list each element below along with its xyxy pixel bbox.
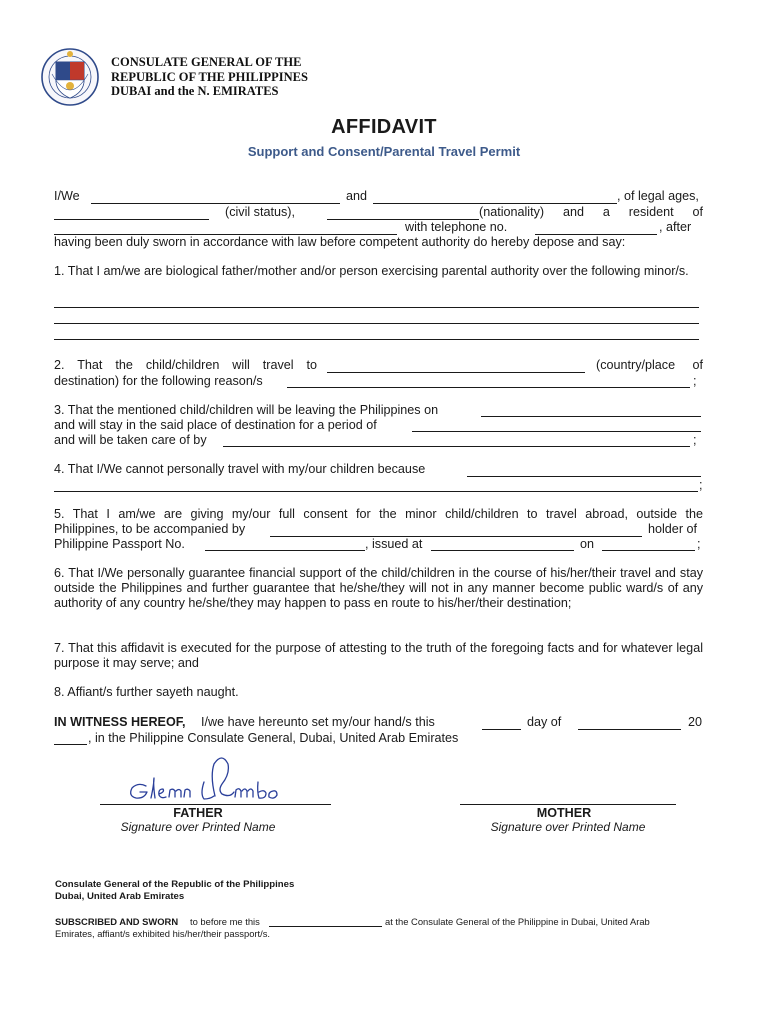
leaving-date-blank[interactable] xyxy=(481,416,701,417)
consulate-name-line3: DUBAI and the N. EMIRATES xyxy=(111,84,279,98)
reason-blank[interactable] xyxy=(287,387,690,388)
p5-on-label: on xyxy=(580,537,595,551)
legal-ages-label: , of legal ages, xyxy=(617,189,699,203)
footer-sworn-bold: SUBSCRIBED AND SWORN xyxy=(55,916,179,927)
witness-set-hand: I/we have hereunto set my/our hand/s this xyxy=(201,715,435,729)
passport-no-blank[interactable] xyxy=(205,550,365,551)
paragraph-6: 6. That I/We personally guarantee financial support of the child/children in the course of his/her/their travel and stay outside the Philippines and further guarantee that he/she/they will not in any manner become public ward/s of any authority of any country he/she/they may happen to pass en route to his/her/their destination; xyxy=(54,566,703,610)
iwe-label: I/We xyxy=(54,189,80,203)
document-subtitle: Support and Consent/Parental Travel Permit xyxy=(247,144,521,159)
father-handwritten-signature xyxy=(118,752,308,812)
paragraph-1: 1. That I am/we are biological father/mother and/or person exercising parental authority over the following minor/s. xyxy=(54,264,689,278)
telephone-label: with telephone no. xyxy=(405,220,508,234)
sworn-statement: having been duly sworn in accordance with law before competent authority do hereby depose and say: xyxy=(54,235,626,249)
father-label: FATHER xyxy=(173,806,223,820)
mother-label: MOTHER xyxy=(536,806,592,820)
p5-issued-label: , issued at xyxy=(365,537,423,551)
mother-signature-line[interactable] xyxy=(460,804,676,805)
nationality-label: (nationality) and a resident of xyxy=(479,205,703,219)
p4-reason-label: 4. That I/We cannot personally travel with my/our children because xyxy=(54,462,426,476)
witness-location: , in the Philippine Consulate General, Dubai, United Arab Emirates xyxy=(88,731,459,745)
period-blank[interactable] xyxy=(412,431,701,432)
minor-blank-1[interactable] xyxy=(54,307,699,308)
issued-on-blank[interactable] xyxy=(602,550,695,551)
civil-status-label: (civil status), xyxy=(225,205,295,219)
witness-year-blank[interactable] xyxy=(54,744,87,745)
destination-blank[interactable] xyxy=(327,372,585,373)
p5-passport-label: Philippine Passport No. xyxy=(54,537,185,551)
p2-travel-label: 2. That the child/children will travel to xyxy=(54,358,317,372)
footer-sworn-text-c: Emirates, affiant/s exhibited his/her/their passport/s. xyxy=(55,928,271,939)
p3-period-label: and will stay in the said place of destination for a period of xyxy=(54,418,377,432)
after-label: , after xyxy=(659,220,692,234)
document-title: AFFIDAVIT xyxy=(331,116,437,138)
p3-caretaker-label: and will be taken care of by xyxy=(54,433,207,447)
name2-blank[interactable] xyxy=(373,203,617,204)
p4-semicolon: ; xyxy=(699,478,703,492)
paragraph-7: 7. That this affidavit is executed for the purpose of attesting to the truth of the foregoing facts and for whatever legal purpose it may serve; and xyxy=(54,641,703,670)
minor-blank-2[interactable] xyxy=(54,323,699,324)
p2-country-label: (country/place of xyxy=(596,358,703,372)
father-signature-line[interactable] xyxy=(100,804,331,805)
name1-blank[interactable] xyxy=(91,203,340,204)
witness-day-blank[interactable] xyxy=(482,729,521,730)
reason-travel-blank-2[interactable] xyxy=(54,491,698,492)
and-label: and xyxy=(346,189,368,203)
paragraph-8: 8. Affiant/s further sayeth naught. xyxy=(54,685,239,699)
p5-holder-label: holder of xyxy=(648,522,698,536)
footer-sworn-text-a: to before me this xyxy=(190,916,260,927)
p2-semicolon: ; xyxy=(693,374,697,388)
reason-travel-blank-1[interactable] xyxy=(467,476,701,477)
footer-consulate-line1: Consulate General of the Republic of the Philippines xyxy=(55,879,295,890)
p2-reason-label: destination) for the following reason/s xyxy=(54,374,263,388)
consulate-seal-icon xyxy=(40,44,100,114)
p3-semicolon: ; xyxy=(693,433,697,447)
witness-year-prefix: 20 xyxy=(688,715,703,729)
witness-bold: IN WITNESS HEREOF, xyxy=(54,715,186,729)
father-caption: Signature over Printed Name xyxy=(120,820,276,834)
footer-sworn-text-b: at the Consulate General of the Philippine in Dubai, United Arab xyxy=(385,916,650,927)
p5-semicolon: ; xyxy=(697,537,701,551)
p5-accompanied-label: Philippines, to be accompanied by xyxy=(54,522,246,536)
consulate-name-line1: CONSULATE GENERAL OF THE xyxy=(111,55,302,69)
consulate-name-line2: REPUBLIC OF THE PHILIPPINES xyxy=(111,69,308,84)
footer-consulate-line2: Dubai, United Arab Emirates xyxy=(55,891,185,902)
caretaker-blank[interactable] xyxy=(223,446,690,447)
footer-date-blank[interactable] xyxy=(269,926,382,927)
p3-leaving-label: 3. That the mentioned child/children will be leaving the Philippines on xyxy=(54,403,439,417)
witness-day-of: day of xyxy=(527,715,562,729)
civil-status-blank[interactable] xyxy=(54,219,209,220)
mother-caption: Signature over Printed Name xyxy=(490,820,646,834)
p5-consent-line: 5. That I am/we are giving my/our full consent for the minor child/children to travel abroad, outside the xyxy=(54,507,703,521)
minor-blank-3[interactable] xyxy=(54,339,699,340)
witness-month-blank[interactable] xyxy=(578,729,681,730)
issued-at-blank[interactable] xyxy=(431,550,574,551)
